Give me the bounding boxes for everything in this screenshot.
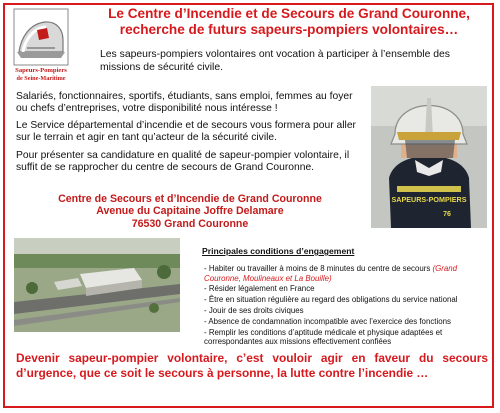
- condition-text: - Être en situation régulière au regard des obligations du service national: [204, 295, 458, 305]
- condition-item: [204, 317, 490, 327]
- condition-text: - Résider légalement en France: [204, 284, 315, 294]
- condition-highlight: (Grand Couronne, Moulineaux et La Bouille): [204, 264, 458, 283]
- firefighter-photo: [371, 86, 487, 228]
- address-line-2: Avenue du Capitaine Joffre Delamare: [96, 205, 284, 218]
- jacket-text: SAPEURS-POMPIERS: [391, 195, 467, 204]
- title-line-2: recherche de futurs sapeurs-pompiers volontaires…: [119, 21, 459, 37]
- conditions-title: Principales conditions d’engagement: [202, 246, 355, 256]
- address-line-3: 76530 Grand Couronne: [131, 217, 249, 230]
- condition-item: [204, 264, 490, 283]
- condition-text: - Jouir de ses droits civiques: [204, 305, 304, 315]
- station-address: [40, 193, 340, 230]
- sdis-logo: [8, 8, 74, 86]
- condition-item: [204, 284, 490, 294]
- condition-text: - Habiter ou travailler à moins de 8 minutes du centre de secours: [204, 264, 433, 273]
- intro-text: Les sapeurs-pompiers volontaires ont vocation à participer à l’ensemble des missions de sécurité civile.: [100, 49, 451, 73]
- station-aerial-photo: [14, 238, 180, 332]
- paragraph-availability: Salariés, fonctionnaires, sportifs, étudiants, sans emploi, femmes au foyer ou chefs d’entreprises, votre disponibilité nous intéresse !: [16, 91, 353, 115]
- conditions-list: [204, 264, 490, 348]
- jacket-number: 76: [443, 211, 451, 218]
- logo-line-2: de Seine-Maritime: [16, 75, 66, 82]
- title-line-1: Le Centre d’Incendie et de Secours de Grand Couronne,: [108, 6, 470, 21]
- logo-line-1: Sapeurs-Pompiers: [15, 67, 67, 74]
- condition-text: - Remplir les conditions d’aptitude médicale et physique adaptées et correspondantes aux missions effectivement confiées: [204, 327, 443, 347]
- address-line-1: Centre de Secours et d’Incendie de Grand Couronne: [58, 193, 322, 205]
- closing-statement: Devenir sapeur-pompier volontaire, c’est vouloir agir en faveur du secours d’urgence, que ce soit le secours à personne, la lutte contre l’incendie …: [16, 351, 488, 380]
- condition-item: [204, 306, 490, 316]
- condition-text: - Absence de condamnation incompatible avec l’exercice des fonctions: [204, 316, 451, 326]
- fire-station-illustration: [14, 238, 180, 332]
- condition-item: [204, 295, 490, 305]
- paragraph-application: Pour présenter sa candidature en qualité de sapeur-pompier volontaire, il suffit de se rapprocher du centre de secours de Grand Couronne.: [16, 150, 350, 174]
- page-title: [84, 6, 494, 37]
- paragraph-training: Le Service départemental d’incendie et de secours vous formera pour aller sur le terrain et agir en tant qu’acteur de la sécurité civile.: [16, 120, 356, 144]
- firefighter-helmet-logo-icon: [13, 8, 69, 66]
- firefighter-illustration: [371, 86, 487, 228]
- condition-item: [204, 328, 490, 347]
